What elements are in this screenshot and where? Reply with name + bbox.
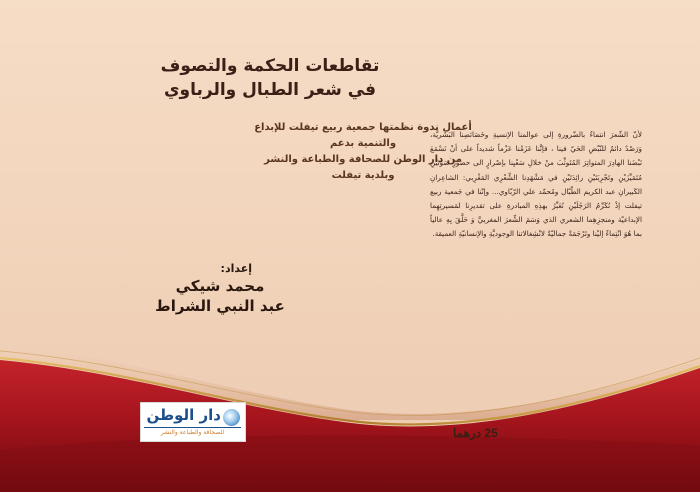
title-line-1: تقاطعات الحكمة والتصوف — [160, 56, 380, 76]
publisher-name: دار الوطن — [146, 406, 221, 424]
price-label: 25 درهما — [453, 426, 498, 440]
publisher-tagline: للصحافة والطباعة والنشر — [160, 429, 225, 436]
description-line-1: أعمال ندوة نظمتها جمعية ربيع تيفلت للإبداع والتنمية بدعم — [254, 122, 472, 149]
author-name-1: محمد شيكي — [175, 277, 265, 295]
back-cover-text: لأنّ الشّعرَ انتماءٌ بالضّرورةِ إلى عوالمنا الإنسيةِ وخَصَائصِنا البَشَريَّة، وَرَصْدٌ دائمٌ للنّبْضِ الحَيّ فينا ، فإنَّنا عَزَمْنا عَزْماً شديداً على أنْ نَسْمَعَ نَبْضَنا الهادِرَ المتواتِرَ المُتَوثِّبَ منْ خلالِ سَعْيِنا بإصْرارٍ الى حضورِ صَوْتَيْنِ مُتَمَيِّزَيْنِ وتَجْرِبَتَيْنِ رائِدَتَيْنِ في مَشْهَدِنا الشِّعْرِي المَغْرِبي: الشاعِرانِ الكَبيرانِ عبد الكريم الطّبّال ومُحمّد علي الرّبّاوي... وإنّنا في جَمعية ربيع تيفلت إذْ نُكَرِّمُ الرَجُلَيْنِ نُعَبِّرُ بهذِهِ المبادرةِ على تقديرِنا لمَسيرتِهِما الإبداعيّة ومنجزِهِما الشعري الذي وَسَمَ الشِّعرَ المغربيَّ وَ حَلَّقَ بِهِ عالياً بما هُوَ انْتِماءٌ إليْنا وتَرْجَمَةٌ جماليّةٌ لانْشِغالاتنا الوجوديَّةِ والإنسانيّةِ العميقة. — [430, 130, 642, 239]
logo-divider — [144, 427, 241, 428]
publisher-logo — [140, 402, 246, 442]
description-line-2: من دار الوطن للصحافة والطباعة والنشر وبلدية تيفلت — [264, 154, 462, 181]
globe-icon — [223, 409, 240, 426]
title-line-2: في شعر الطبال والرباوي — [163, 80, 377, 100]
book-title — [120, 54, 420, 102]
authors-block — [90, 262, 350, 316]
prepared-by-label: إعداد: — [220, 262, 252, 275]
author-name-2: عبد النبي الشراط — [155, 297, 285, 315]
